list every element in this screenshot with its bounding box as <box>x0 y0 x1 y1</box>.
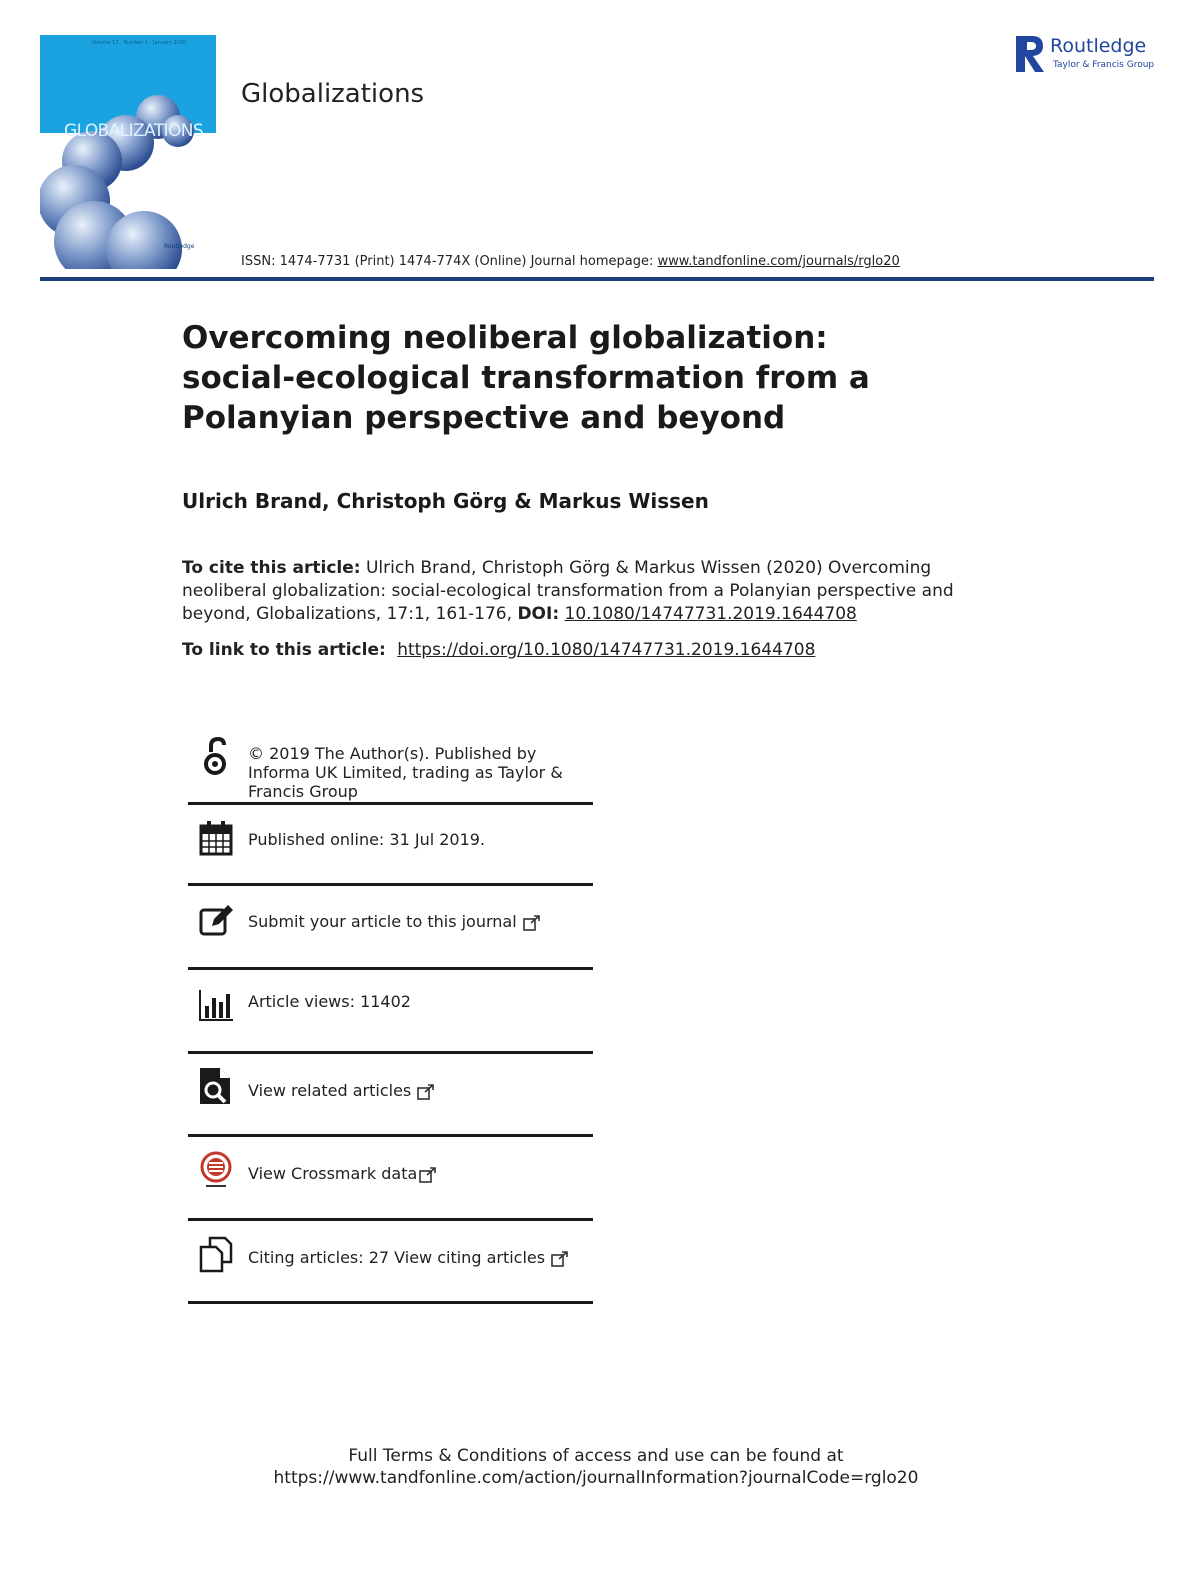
open-access-text: © 2019 The Author(s). Published by Informa UK Limited, trading as Taylor & Francis Group <box>248 744 563 801</box>
views-text: Article views: 11402 <box>248 992 411 1011</box>
journal-cover-image <box>40 35 216 269</box>
external-link-icon <box>551 1251 569 1267</box>
open-access-icon <box>198 736 234 776</box>
logo-tagline: Taylor & Francis Group <box>1053 60 1155 70</box>
crossmark-text[interactable] <box>248 1164 437 1183</box>
published-row <box>188 805 593 886</box>
related-label[interactable]: View related articles <box>248 1081 412 1100</box>
cover-issue-text: Volume 17 · Number 1 · January 2020 <box>92 40 187 46</box>
external-link-icon <box>417 1084 435 1100</box>
journal-name: Globalizations <box>241 79 425 109</box>
crossmark-row[interactable] <box>188 1137 593 1221</box>
citing-articles-icon <box>198 1235 234 1275</box>
article-link-line <box>182 640 815 660</box>
published-text: Published online: 31 Jul 2019. <box>248 830 486 849</box>
issn-text: ISSN: 1474-7731 (Print) 1474-774X (Online) Journal homepage: <box>241 254 658 269</box>
related-row[interactable] <box>188 1054 593 1137</box>
journal-homepage-link[interactable]: www.tandfonline.com/journals/rglo20 <box>657 254 900 269</box>
doi-label: DOI: <box>517 604 560 624</box>
external-link-icon <box>523 915 541 931</box>
cite-label: To cite this article: <box>182 558 361 578</box>
citing-text[interactable] <box>248 1248 569 1267</box>
cover-title: GLOBALIZATIONS <box>64 121 204 141</box>
crossmark-label[interactable]: View Crossmark data <box>248 1164 418 1183</box>
bar-chart-icon <box>198 986 234 1026</box>
citation-block <box>182 557 982 626</box>
citing-row[interactable] <box>188 1221 593 1304</box>
globes-illustration <box>40 35 216 269</box>
cover-publisher: Routledge <box>164 243 195 250</box>
footer-terms-url[interactable]: https://www.tandfonline.com/action/journalInformation?journalCode=rglo20 <box>273 1468 919 1488</box>
edit-icon <box>198 900 234 940</box>
calendar-icon <box>198 819 234 859</box>
cite-text: Ulrich Brand, Christoph Görg & Markus Wissen (2020) Overcoming neoliberal globalization: social-ecological transformation from a Polanyian perspective and beyond, Globalizations, 17:1, 161-176, <box>182 558 954 624</box>
doi-link[interactable]: 10.1080/14747731.2019.1644708 <box>564 604 857 624</box>
footer-terms-line: Full Terms & Conditions of access and use can be found at <box>348 1446 844 1466</box>
external-link-icon <box>419 1167 437 1183</box>
article-authors: Ulrich Brand, Christoph Görg & Markus Wissen <box>182 489 709 513</box>
views-row <box>188 970 593 1054</box>
logo-name: Routledge <box>1050 35 1147 57</box>
submit-label[interactable]: Submit your article to this journal <box>248 912 517 931</box>
related-text[interactable] <box>248 1081 435 1100</box>
issn-line <box>241 254 900 269</box>
submit-text[interactable] <box>248 912 541 931</box>
related-articles-icon <box>198 1066 234 1106</box>
routledge-logo <box>1014 34 1159 76</box>
footer <box>0 1445 1192 1489</box>
crossmark-icon <box>198 1151 234 1191</box>
submit-row[interactable] <box>188 886 593 970</box>
citing-label[interactable]: Citing articles: 27 View citing articles <box>248 1248 546 1267</box>
article-title: Overcoming neoliberal globalization: social-ecological transformation from a Polanyian perspective and beyond <box>182 320 870 436</box>
article-info-list <box>188 728 593 1304</box>
link-label: To link to this article: <box>182 640 386 660</box>
routledge-r-icon <box>1014 34 1046 74</box>
article-url-link[interactable]: https://doi.org/10.1080/14747731.2019.1644708 <box>397 640 816 660</box>
open-access-row <box>188 728 593 805</box>
header-divider <box>40 277 1154 281</box>
